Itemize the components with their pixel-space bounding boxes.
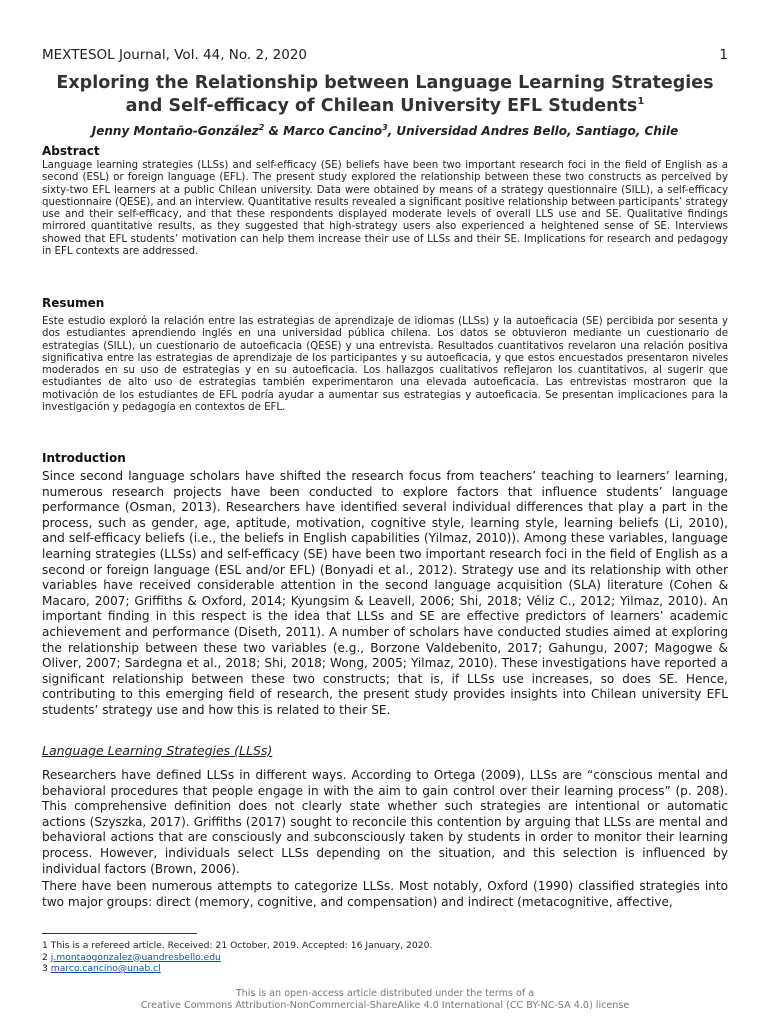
- lls-subheading: Language Learning Strategies (LLSs): [42, 743, 273, 758]
- license-line-2: Creative Commons Attribution-NonCommercial-ShareAlike 4.0 International (CC BY-NC-SA 4.0) license: [140, 999, 630, 1011]
- paper-title: [30, 72, 740, 118]
- abstract-text: Language learning strategies (LLSs) and self-efficacy (SE) beliefs have been two important research foci in the field of English as a second (ESL) or foreign language (EFL). The present study explored the relationship between these two constructs as perceived by sixty-two EFL learners at a public Chilean university. Data were obtained by means of a strategy questionnaire (SILL), a self-efficacy questionnaire (QESE), and an interview. Quantitative results revealed a significant positive relationship between participants’ strategy use and their self-efficacy, and that these respondents displayed moderate levels of overall LLS use and SE. Qualitative findings mirrored quantitative results, as they suggested that high-strategy users also experienced a heightened sense of SE. Interviews showed that EFL students’ motivation can help them increase their use of LLSs and their SE. Implications for research and pedagogy in EFL contexts are addressed.: [42, 160, 728, 258]
- author-1-mark: 2: [258, 123, 265, 132]
- title-line-2: [30, 95, 740, 118]
- affiliation: , Universidad Andres Bello, Santiago, Chile: [387, 124, 679, 138]
- journal-citation: MEXTESOL Journal, Vol. 44, No. 2, 2020: [42, 47, 308, 63]
- footnote-2-email-link[interactable]: j.montaogonzalez@uandresbello.edu: [50, 951, 221, 963]
- license-line-1: This is an open-access article distributed under the terms of a: [235, 988, 535, 999]
- introduction-text: Since second language scholars have shifted the research focus from teachers’ teaching to learners’ learning, numerous research projects have been conducted to explore factors that influence students’ language performance (Osman, 2013). Researchers have identified several individual differences that play a part in the process, such as gender, age, aptitude, motivation, cognitive style, learning style, learning beliefs (Li, 2010), and self-efficacy beliefs (i.e., the beliefs in English capabilities (Yilmaz, 2010)). Among these variables, language learning strategies (LLSs) and self-efficacy (SE) have been two important research foci in the field of English as a second or foreign language (ESL and/or EFL) (Bonyadi et al., 2012). Strategy use and its relationship with other variables have received considerable attention in the second language acquisition (SLA) literature (Cohen & Macaro, 2007; Griffiths & Oxford, 2014; Kyungsim & Leavell, 2006; Shi, 2018; Véliz C., 2012; Yilmaz, 2010). An important finding in this respect is the idea that LLSs and SE are effective predictors of learners’ academic achievement and performance (Diseth, 2011). A number of scholars have conducted studies aimed at exploring the relationship between these two variables (e.g., Borzone Valdebenito, 2017; Gahungu, 2007; Magogwe & Oliver, 2007; Sardegna et al., 2018; Shi, 2018; Wong, 2005; Yilmaz, 2010). These investigations have reported a significant relationship between these two constructs; that is, if LLSs use increases, so does SE. Hence, contributing to this emerging field of research, the present study provides insights into Chilean university EFL students’ strategy use and how this is related to their SE.: [42, 469, 728, 717]
- running-header: [42, 47, 728, 63]
- footnote-2: [42, 952, 432, 964]
- title-line-2-text: and Self-efficacy of Chilean University EFL Students: [125, 96, 638, 116]
- lls-paragraph-1: Researchers have defined LLSs in different ways. According to Ortega (2009), LLSs are “conscious mental and behavioral procedures that people engage in with the aim to gain control over their learning process” (p. 208). This comprehensive definition does not clearly state whether such strategies are intentional or automatic actions (Szyszka, 2017). Griffiths (2017) sought to reconcile this contention by arguing that LLSs are mental and behavioral actions that are consciously and subconsciously taken by students in order to monitor their learning process. However, individuals select LLSs depending on the situation, and this selection is influenced by individual factors (Brown, 2006).: [42, 768, 728, 876]
- resumen-heading: Resumen: [42, 296, 105, 310]
- author-2-mark: 3: [382, 123, 388, 132]
- footnotes: [42, 940, 432, 975]
- resumen-text: Este estudio exploró la relación entre las estrategias de aprendizaje de idiomas (LLSs) y la autoeficacia (SE) percibida por sesenta y dos estudiantes aprendiendo inglés en una universidad pública chilena. Los datos se obtuvieron mediante un cuestionario de estrategias (SILL), un cuestionario de autoeficacia (QESE) y una entrevista. Resultados cuantitativos revelaron una relación positiva significativa entre las estrategias de aprendizaje de los participantes y su autoeficacia, y que estos encuestados presentaron niveles moderados en su uso de estrategias y en su autoeficacia. Los hallazgos cualitativos reflejaron los cuantitativos, al sugerir que estudiantes de alto uso de estrategias también experimentaron una elevada autoeficacia. Las entrevistas mostraron que la motivación de los estudiantes de EFL podría ayudar a aumentar sus estrategias y autoeficacia. Se presentan implicaciones para la investigación y pedagogía en contextos de EFL.: [42, 316, 728, 414]
- footnote-3-number: 3: [42, 963, 51, 974]
- license-notice: [0, 988, 770, 1011]
- footnote-1: 1 This is a refereed article. Received: 21 October, 2019. Accepted: 16 January, 2020.: [42, 940, 433, 951]
- title-line-1: Exploring the Relationship between Language Learning Strategies: [56, 73, 714, 93]
- footnote-divider: [42, 933, 197, 934]
- author-2: & Marco Cancino: [264, 124, 383, 138]
- title-footnote-mark: 1: [637, 96, 645, 108]
- footnote-3-email-link[interactable]: marco.cancino@unab.cl: [50, 963, 161, 974]
- lls-paragraph-2: There have been numerous attempts to categorize LLSs. Most notably, Oxford (1990) classified strategies into two major groups: direct (memory, cognitive, and compensation) and indirect (metacognitive, affective,: [42, 879, 728, 909]
- introduction-heading: Introduction: [42, 451, 126, 465]
- abstract-heading: Abstract: [42, 144, 100, 158]
- page-number: 1: [719, 47, 728, 63]
- author-line: [30, 124, 740, 138]
- author-1: Jenny Montaño-González: [91, 124, 259, 138]
- footnote-3: [42, 963, 432, 975]
- footnote-2-number: 2: [42, 951, 51, 963]
